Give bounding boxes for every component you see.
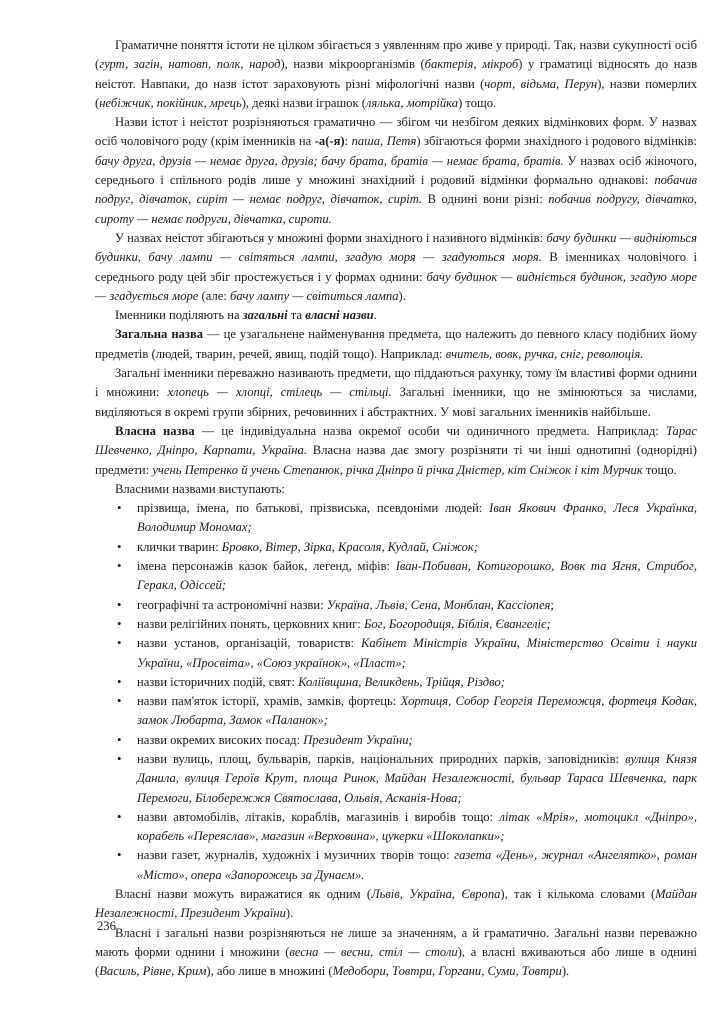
text-run: назви пам'яток історії, храмів, замків, фортець: [137, 694, 401, 709]
list-item [95, 634, 697, 673]
paragraph [95, 480, 697, 499]
text-run: ), назви мікроорганізмів ( [280, 57, 425, 72]
example-text: літак «Мрія», мотоцикл «Дніпро», корабель «Переяслав», магазин «Верховина», цукерки «Шоколапки»; [137, 809, 697, 844]
bullet-icon: • [117, 848, 122, 863]
bullet-icon: • [117, 616, 122, 631]
bullet-icon: • [117, 674, 122, 689]
text-run: ), деякі назви іграшок ( [241, 95, 366, 110]
example-text: Василь, Рівне, Крим [99, 964, 207, 979]
text-run: У назвах осіб жіночого, середнього і спільного родів лише у множині знахідний і родовий відмінки формально однакові: [95, 153, 697, 188]
text-run: назви автомобілів, літаків, кораблів, магазинів і виробів тощо: [137, 809, 500, 824]
example-text: Іван Якович Франко, Леся Українка, Володимир Мономах; [137, 501, 697, 535]
list-item [95, 538, 697, 557]
example-text: бактерія, мікроб [424, 57, 519, 72]
bullet-icon: • [117, 809, 122, 824]
term-text: Загальна назва [115, 327, 204, 342]
bullet-icon: • [117, 539, 122, 554]
example-text: Україна, Львів, Сена, Монблан, Кассіопея [326, 597, 551, 612]
example-text: вчитель, вовк, ручка, сніг, революція. [445, 346, 644, 361]
paragraph [95, 113, 697, 229]
term-text: -а(-я) [314, 134, 345, 149]
example-text: Кабінет Міністрів України, Міністерство Освіти і науки України, «Просвіта», «Союз українок», «Пласт»; [137, 636, 697, 670]
example-text: учень Петренко й учень Степанюк, річка Дніпро й річка Дністер, кіт Сніжок і кіт Мурчик [152, 462, 643, 477]
bullet-icon: • [117, 732, 122, 747]
text-run: прізвища, імена, по батькові, прізвиська, псевдоніми людей: [137, 501, 490, 516]
list-item [95, 673, 697, 692]
example-text: Бровко, Вітер, Зірка, Красоля, Кудлай, Сніжок; [221, 539, 479, 554]
text-run: В однині вони різні: [422, 192, 549, 207]
example-text: небіжчик, покійник, мрець [99, 95, 242, 110]
example-text: Іван-Побиван, Котигорошко, Вовк та Ягня, Стрибог, Геракл, Одіссей; [137, 559, 697, 593]
example-text: Медобори, Товтри, Горгани, Суми, Товтри [332, 964, 562, 979]
list-item [95, 557, 697, 596]
text-run: назви релігійних понять, церковних книг: [137, 616, 364, 631]
text-run: Власні назви можуть виражатися як одним ( [115, 887, 372, 902]
text-run: Власні і загальні назви розрізняються не лише за значенням, а й граматично. Загальні назви переважно мають форми однини і множини ( [95, 925, 697, 959]
example-text: Львів, Україна, Європа [371, 887, 501, 902]
textbook-page [95, 36, 697, 982]
text-run: назви окремих високих посад: [137, 732, 304, 747]
list-item [95, 692, 697, 731]
body-text-bottom [95, 885, 697, 981]
text-run: ). [285, 906, 294, 921]
text-run: ), а власні вживаються або лише в однині ( [95, 944, 697, 979]
example-text: Бог, Богородиця, Біблія, Євангеліє; [363, 616, 551, 631]
text-run: ). [398, 288, 406, 303]
text-run: Іменники поділяють на [115, 308, 243, 323]
example-text: Майдан Незалежності, Президент України [95, 887, 697, 921]
text-run: тощо. [642, 462, 677, 477]
paragraph [95, 885, 697, 924]
page-number: 236 [97, 919, 116, 933]
list-item [95, 596, 697, 615]
example-text: чорт, відьма, Перун [484, 76, 598, 91]
example-text: вулиця Князя Данила, вулиця Героїв Крут, площа Ринок, Майдан Незалежності, бульвар Тараса Шевченка, парк Перемоги, Білобережжя Святослава, Ольвія, Асканія-Нова; [137, 751, 697, 805]
example-text: Коліївщина, Великдень, Трійця, Різдво; [298, 674, 505, 689]
paragraph [95, 229, 697, 306]
text-run: ), або лише в множині ( [206, 964, 333, 979]
text-run: назви історичних подій, свят: [137, 674, 299, 689]
text-run: . [373, 308, 377, 323]
paragraph [95, 422, 697, 480]
paragraph [95, 36, 697, 113]
example-text: побачив подругу, дівчатко, сироту — немає подруги, дівчатка, сироти. [95, 192, 697, 226]
example-text: бачу лампу — світиться лампа [229, 288, 399, 303]
bullet-icon: • [117, 636, 122, 651]
text-run: ) збігаються форми знахідного і родового відмінків: [416, 134, 697, 149]
example-text: Хортиця, Собор Георгія Переможця, фортеця Кодак, замок Любарта, Замок «Паланок»; [137, 694, 697, 728]
list-item [95, 846, 697, 885]
text-run: — це індивідуальна назва окремої особи чи одиничного предмета. Наприклад: [194, 423, 666, 438]
list-item [95, 499, 697, 538]
list-item [95, 808, 697, 847]
example-text: хлопець — хлопці, стілець — стільці. [167, 385, 392, 400]
text-run: У назвах неістот збігаються у множині форми знахідного і називного відмінків: [115, 230, 547, 245]
example-text: лялька, мотрійка [365, 95, 459, 110]
proper-names-list [95, 499, 697, 885]
text-run: Власними назвами виступають: [115, 481, 285, 496]
paragraph [95, 325, 697, 364]
bullet-icon: • [117, 751, 122, 766]
text-run: назви установ, організацій, товариств: [137, 636, 362, 651]
example-text: весна — весни, стіл — столи [289, 944, 458, 959]
text-run: ), назви померлих ( [95, 76, 698, 110]
bullet-icon: • [117, 694, 122, 709]
bullet-icon: • [117, 559, 122, 574]
example-text: Тарас Шевченко, Дніпро, Карпати, Україна. [95, 423, 697, 458]
text-run: та [287, 308, 306, 323]
term-text: Власна назва [115, 423, 195, 438]
text-run: : [344, 134, 352, 149]
bullet-icon: • [117, 501, 122, 516]
paragraph [95, 364, 697, 422]
text-run: клички тварин: [137, 539, 222, 554]
example-text: Президент України; [303, 732, 413, 747]
list-item [95, 615, 697, 634]
term-text: загальні [242, 308, 288, 323]
example-text: гурт, загін, натовп, полк, народ [99, 57, 281, 72]
body-text-top [95, 36, 697, 499]
list-item [95, 750, 697, 808]
term-text: власні назви [305, 308, 374, 323]
text-run: Загальні іменники, що не змінюються за числами, виділяються в окремі групи збірних, речовинних і абстрактних. У мові загальних іменників найбільше. [95, 385, 697, 419]
text-run: ) у граматиці відносять до назв неістот. Навпаки, до назв істот зараховують різні міфологічні назви ( [95, 57, 698, 91]
example-text: побачив подруг, дівчаток, сиріт — немає подруг, дівчаток, сиріт. [95, 173, 697, 207]
list-item [95, 731, 697, 750]
text-run: географічні та астрономічні назви: [137, 597, 327, 612]
bullet-icon: • [117, 597, 122, 612]
paragraph [95, 924, 697, 982]
text-run: назви вулиць, площ, бульварів, парків, національних природних парків, заповідників: [137, 751, 626, 766]
text-run: ) тощо. [458, 95, 497, 110]
text-run: Граматичне поняття істоти не цілком збігається з уявленням про живе у природі. Так, назви сукупності осіб ( [95, 38, 697, 72]
text-run: Загальні іменники переважно називають предмети, що піддаються рахунку, тому їм властиві форми однини і множини: [95, 366, 697, 400]
text-run: імена персонажів казок байок, легенд, міфів: [137, 559, 396, 574]
example-text: бачу будинок — видніється будинок, згадую море — згадується море [95, 269, 697, 303]
example-text: бачу друга, друзів — немає друга, друзів; бачу брата, братів — немає брата, братів. [95, 153, 564, 168]
example-text: газета «День», журнал «Ангелятко», роман «Місто», опера «Запорожець за Дунаєм». [137, 848, 697, 882]
example-text: паша, Петя [351, 134, 417, 149]
example-text: бачу будинки — видніються будинки, бачу лампи — світяться лампи, згадую моря — згадуються моря. [95, 230, 697, 265]
text-run: (але: [198, 288, 230, 303]
text-run: ), так і кількома словами ( [500, 887, 656, 902]
text-run: ; [550, 597, 554, 612]
text-run: Власна назва дає змогу розрізняти ті чи інші однотипні (однорідні) предмети: [95, 443, 697, 477]
text-run: Назви істот і неістот розрізняються граматично — збігом чи незбігом деяких відмінкових форм. У назвах осіб чоловічого роду (крім іменників на [95, 115, 697, 149]
text-run: назви газет, журналів, художніх і музичних творів тощо: [137, 848, 455, 863]
text-run: В іменниках чоловічого і середнього роду цей збіг простежується і у формах однини: [95, 250, 697, 284]
paragraph [95, 306, 697, 325]
text-run: — це узагальнене найменування предмета, що належить до певного класу подібних йому предметів (людей, тварин, речей, явищ, подій тощо). Наприклад: [95, 327, 697, 361]
text-run: ). [561, 964, 570, 979]
